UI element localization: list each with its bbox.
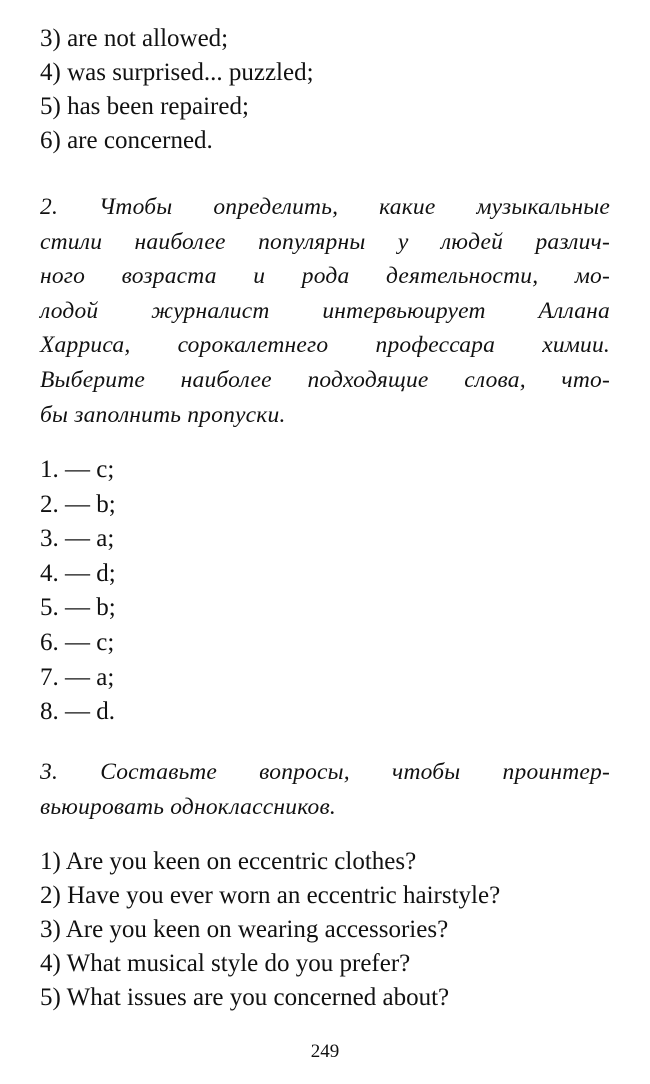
answer-item: 3) are not allowed;: [40, 25, 229, 52]
task-line: ного возраста и рода деятельности, мо-: [40, 263, 610, 290]
task-3-instructions: [40, 755, 610, 824]
answer-item: 6) are concerned.: [40, 127, 213, 154]
answer-item: 3) Are you keen on wearing accessories?: [40, 916, 449, 943]
task-line: 2. Чтобы определить, какие музыкальные: [40, 194, 610, 220]
task-line: Выберите наиболее подходящие слова, что-: [40, 366, 610, 393]
task-2-instructions: [40, 190, 610, 432]
answer-item: 8. — d.: [40, 698, 115, 726]
answer-item: 4. — d;: [40, 559, 116, 587]
task-line: 3. Составьте вопросы, чтобы проинтер-: [40, 759, 610, 785]
answer-item: 5) What issues are you concerned about?: [40, 984, 450, 1011]
answer-item: 3. — a;: [40, 525, 115, 553]
answer-item: 4) What musical style do you prefer?: [40, 950, 411, 977]
answer-item: 2. — b;: [40, 490, 116, 518]
answer-item: 6. — c;: [40, 628, 115, 656]
task-line: лодой журналист интервьюирует Аллана: [40, 297, 610, 324]
section-1-answer-list: [40, 22, 314, 158]
answer-item: 7. — a;: [40, 663, 115, 691]
answer-item: 1) Are you keen on eccentric clothes?: [40, 848, 417, 875]
section-2-answer-list: [40, 453, 116, 730]
task-line: вьюировать одноклассников.: [40, 793, 336, 820]
answer-item: 2) Have you ever worn an eccentric hairstyle?: [40, 882, 501, 909]
task-line: бы заполнить пропуски.: [40, 401, 286, 428]
answer-item: 1. — c;: [40, 456, 115, 483]
section-3-answer-list: [40, 845, 500, 1015]
page-number: 249: [310, 1041, 340, 1062]
answer-item: 5. — b;: [40, 594, 116, 622]
task-line: стили наиболее популярны у людей различ-: [40, 228, 610, 255]
answer-item: 5) has been repaired;: [40, 93, 249, 120]
task-line: Харриса, сорокалетнего профессара химии.: [40, 332, 610, 359]
answer-item: 4) was surprised... puzzled;: [40, 59, 314, 86]
